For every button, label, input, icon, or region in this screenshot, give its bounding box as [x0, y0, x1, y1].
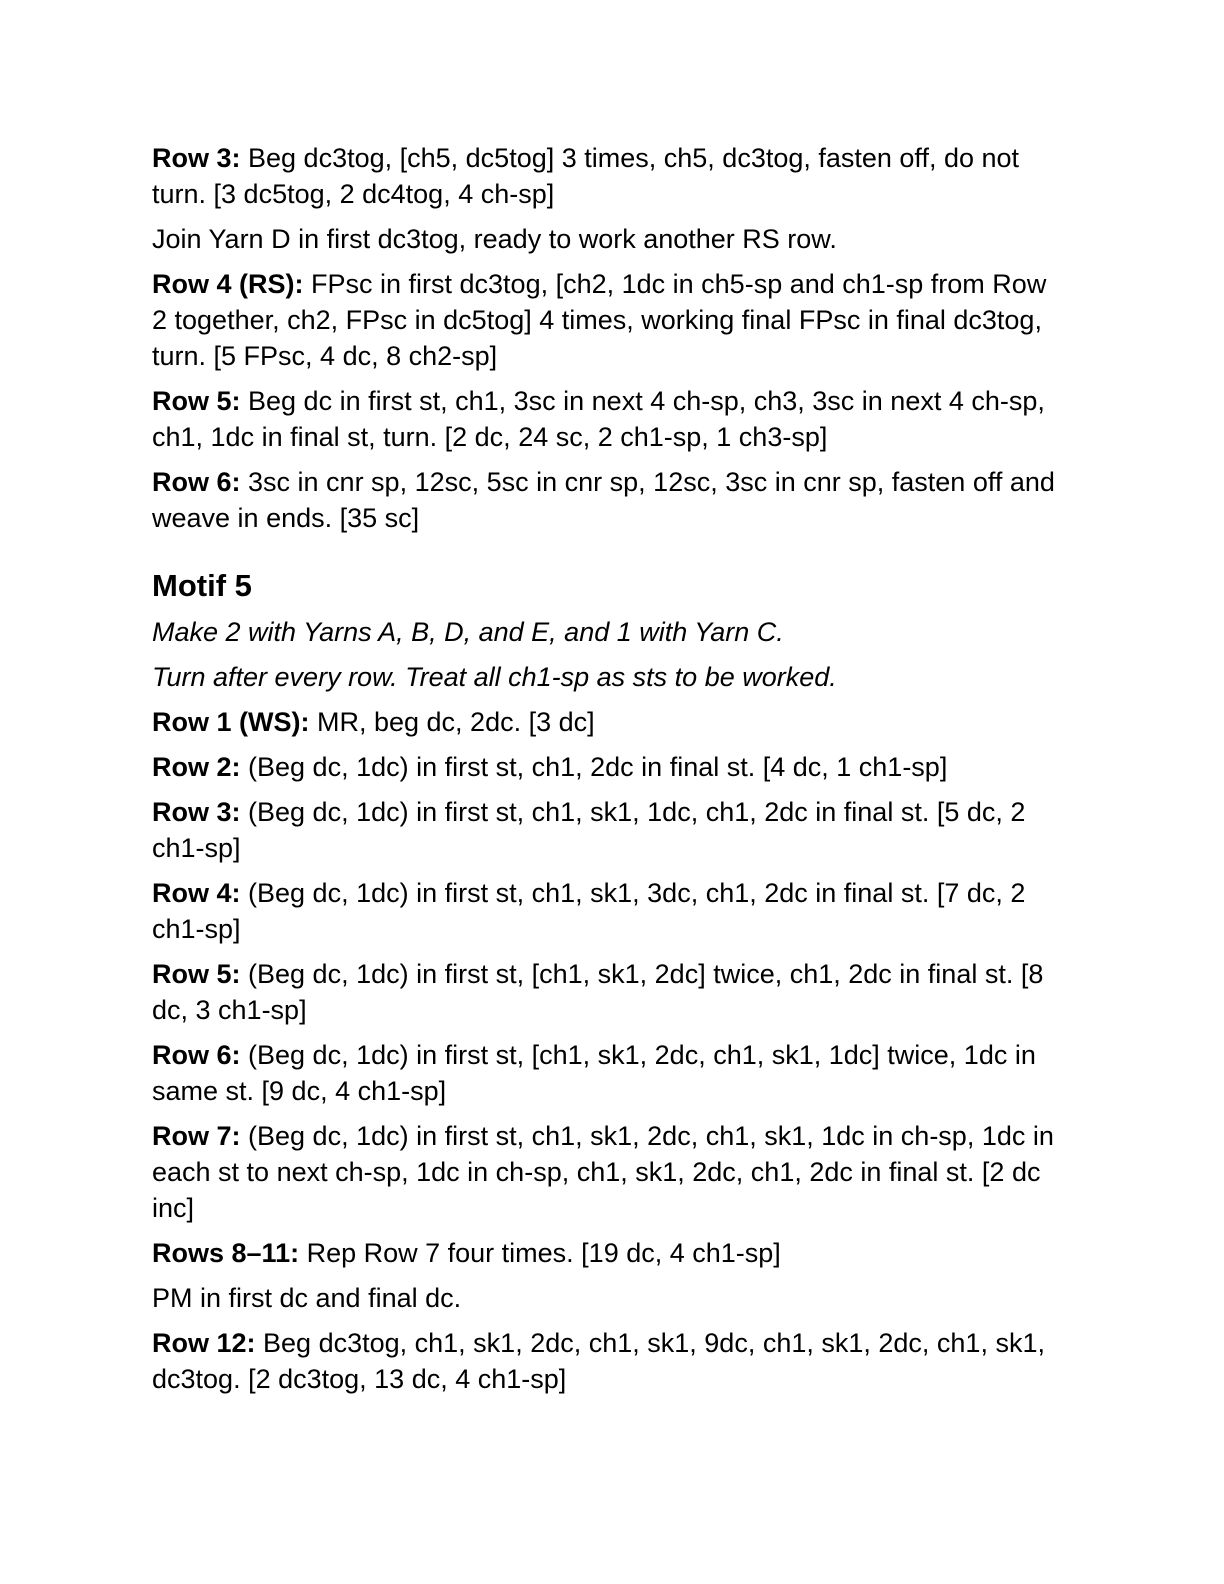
note-text: Make 2 with Yarns A, B, D, and E, and 1 with Yarn C.: [152, 617, 784, 647]
row-text: (Beg dc, 1dc) in first st, ch1, sk1, 2dc, ch1, sk1, 1dc in ch-sp, 1dc in each st to next ch-sp, 1dc in ch-sp, ch1, sk1, 2dc, ch1, 2dc in final st. [2 dc inc]: [152, 1121, 1054, 1223]
row-text: (Beg dc, 1dc) in first st, ch1, sk1, 3dc, ch1, 2dc in final st. [7 dc, 2 ch1-sp]: [152, 878, 1026, 944]
row-text: (Beg dc, 1dc) in first st, ch1, sk1, 1dc, ch1, 2dc in final st. [5 dc, 2 ch1-sp]: [152, 797, 1026, 863]
row-label: Row 4:: [152, 878, 241, 908]
row-label: Row 4 (RS):: [152, 269, 304, 299]
pattern-row-instruction: [152, 140, 1067, 212]
row-label: Rows 8–11:: [152, 1238, 300, 1268]
row-text: FPsc in first dc3tog, [ch2, 1dc in ch5-sp and ch1-sp from Row 2 together, ch2, FPsc in dc5tog] 4 times, working final FPsc in final dc3tog, turn. [5 FPsc, 4 dc, 8 ch2-sp]: [152, 269, 1047, 371]
pattern-row-instruction: [152, 1037, 1067, 1109]
pattern-row-instruction: [152, 794, 1067, 866]
pattern-note: [152, 221, 1067, 257]
pattern-row-instruction: [152, 1118, 1067, 1226]
pattern-row-instruction: [152, 1235, 1067, 1271]
row-label: Row 3:: [152, 797, 241, 827]
row-label: Row 12:: [152, 1328, 256, 1358]
row-text: (Beg dc, 1dc) in first st, [ch1, sk1, 2dc, ch1, sk1, 1dc] twice, 1dc in same st. [9 dc, 4 ch1-sp]: [152, 1040, 1036, 1106]
row-label: Row 2:: [152, 752, 241, 782]
note-text: Join Yarn D in first dc3tog, ready to work another RS row.: [152, 224, 837, 254]
pattern-row-instruction: [152, 956, 1067, 1028]
row-label: Row 6:: [152, 467, 241, 497]
row-text: Beg dc3tog, [ch5, dc5tog] 3 times, ch5, dc3tog, fasten off, do not turn. [3 dc5tog, 2 dc4tog, 4 ch-sp]: [152, 143, 1020, 209]
pattern-row-instruction: [152, 875, 1067, 947]
note-text: PM in first dc and final dc.: [152, 1283, 462, 1313]
row-label: Row 3:: [152, 143, 241, 173]
pattern-row-instruction: [152, 704, 1067, 740]
row-text: MR, beg dc, 2dc. [3 dc]: [309, 707, 595, 737]
pattern-row-instruction: [152, 383, 1067, 455]
row-text: (Beg dc, 1dc) in first st, [ch1, sk1, 2dc] twice, ch1, 2dc in final st. [8 dc, 3 ch1-sp]: [152, 959, 1044, 1025]
pattern-note-italic: [152, 614, 1067, 650]
row-label: Row 5:: [152, 959, 241, 989]
row-label: Row 6:: [152, 1040, 241, 1070]
pattern-row-instruction: [152, 749, 1067, 785]
row-text: Beg dc3tog, ch1, sk1, 2dc, ch1, sk1, 9dc, ch1, sk1, 2dc, ch1, sk1, dc3tog. [2 dc3tog, 13 dc, 4 ch1-sp]: [152, 1328, 1045, 1394]
row-text: 3sc in cnr sp, 12sc, 5sc in cnr sp, 12sc, 3sc in cnr sp, fasten off and weave in ends. [35 sc]: [152, 467, 1055, 533]
row-label: Row 1 (WS):: [152, 707, 310, 737]
note-text: Turn after every row. Treat all ch1-sp as sts to be worked.: [152, 662, 837, 692]
row-text: (Beg dc, 1dc) in first st, ch1, 2dc in final st. [4 dc, 1 ch1-sp]: [240, 752, 948, 782]
pattern-note-italic: [152, 659, 1067, 695]
pattern-row-instruction: [152, 1325, 1067, 1397]
row-text: Rep Row 7 four times. [19 dc, 4 ch1-sp]: [299, 1238, 781, 1268]
pattern-row-instruction: [152, 266, 1067, 374]
section-heading-motif-5: Motif 5: [152, 568, 252, 603]
pattern-row-instruction: [152, 464, 1067, 536]
row-label: Row 5:: [152, 386, 241, 416]
pattern-note: [152, 1280, 1067, 1316]
row-text: Beg dc in first st, ch1, 3sc in next 4 ch-sp, ch3, 3sc in next 4 ch-sp, ch1, 1dc in final st, turn. [2 dc, 24 sc, 2 ch1-sp, 1 ch3-sp]: [152, 386, 1045, 452]
row-label: Row 7:: [152, 1121, 241, 1151]
